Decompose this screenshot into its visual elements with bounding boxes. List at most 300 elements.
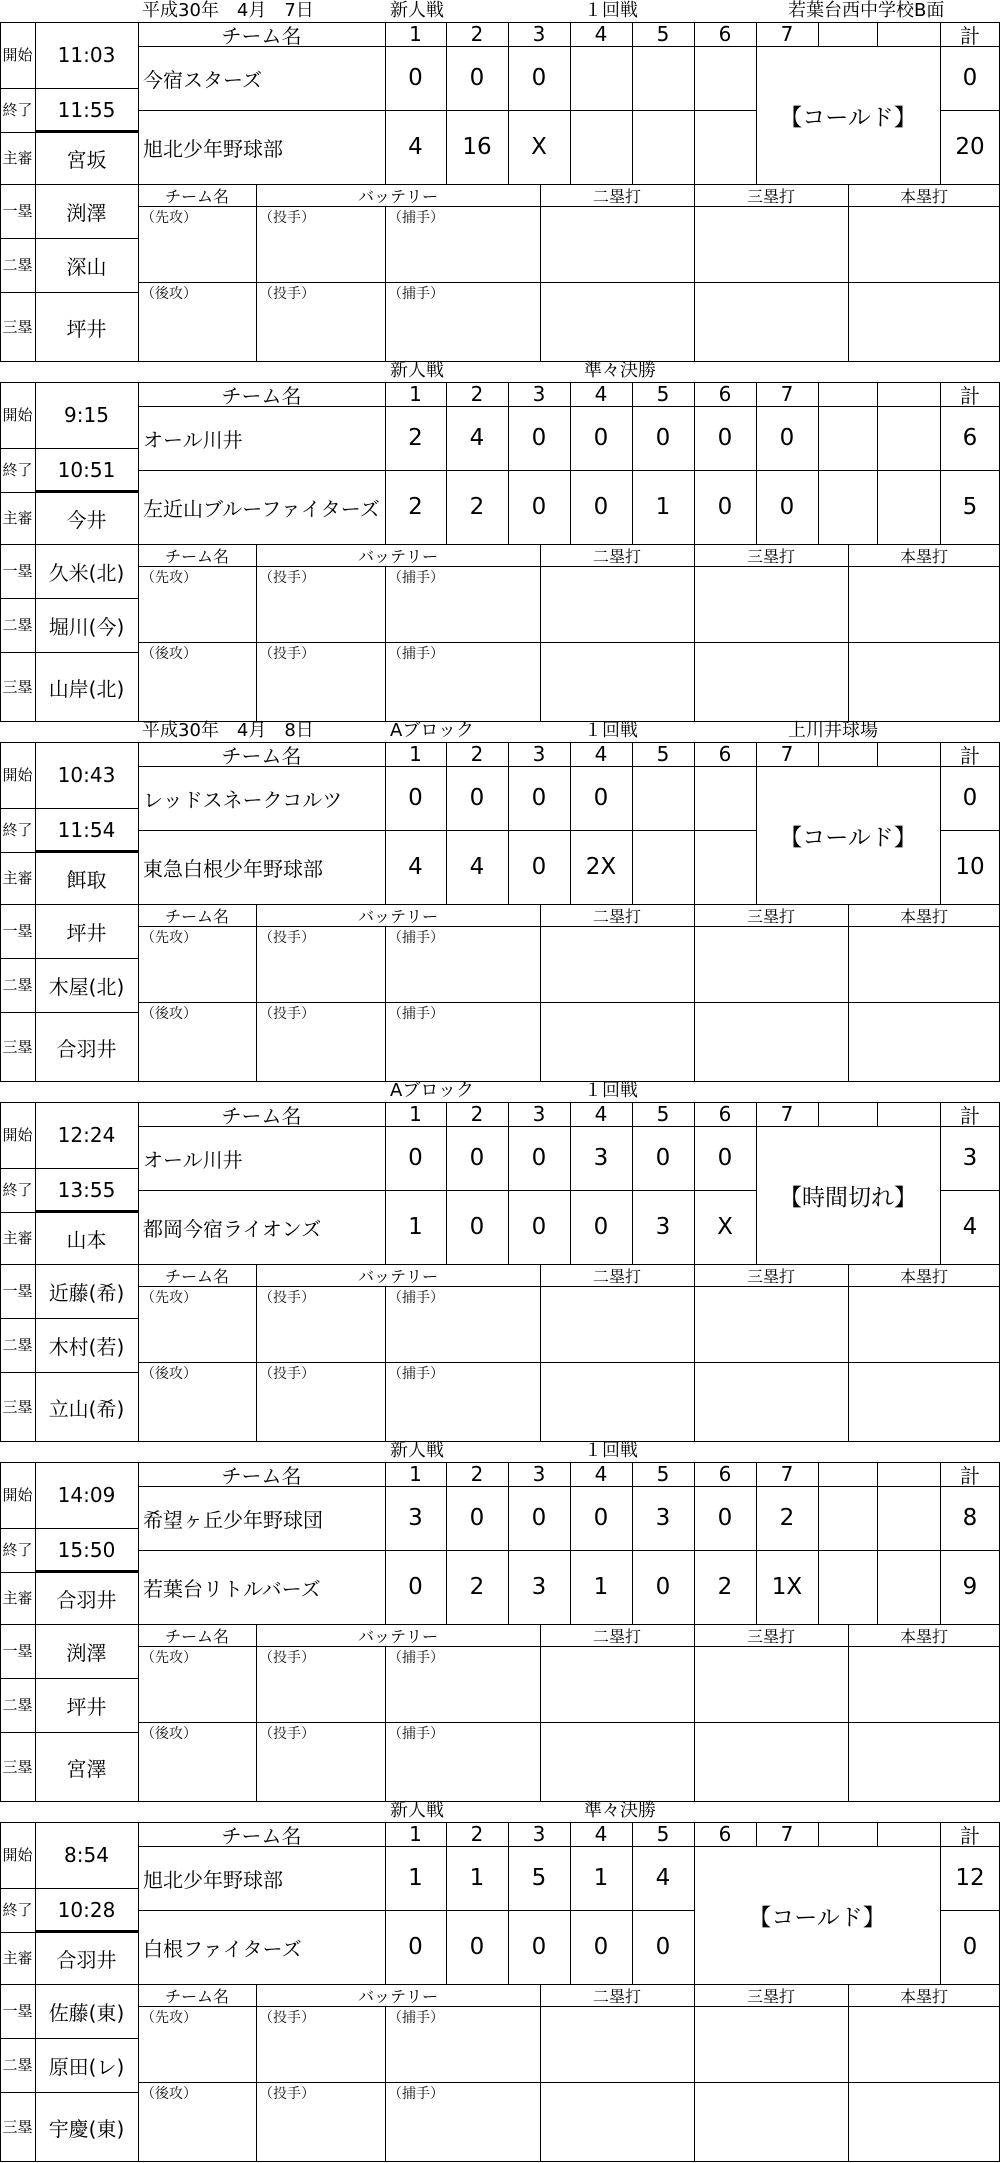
bottom-team-name: 都岡今宿ライオンズ — [143, 1216, 322, 1241]
top-inning-score: 0 — [469, 785, 485, 811]
battery-header: バッテリー — [357, 906, 438, 926]
top-total-score: 0 — [962, 65, 978, 91]
round-name: 準々決勝 — [584, 1800, 656, 1821]
team-name-header: チーム名 — [221, 23, 302, 46]
end-time: 11:54 — [57, 818, 116, 842]
top-team-name: レッドスネークコルツ — [143, 787, 343, 812]
top-inning-score: 0 — [717, 1505, 733, 1531]
top-inning-score: 0 — [717, 1145, 733, 1171]
doubles-header: 二塁打 — [592, 1986, 641, 2006]
total-header: 計 — [960, 1823, 980, 1846]
first-base-label: 一塁 — [2, 1641, 33, 1660]
catcher-label: （捕手） — [388, 1650, 444, 1666]
grid-line — [35, 1462, 36, 1802]
bottom-inning-score: 16 — [462, 134, 492, 160]
top-inning-score: 0 — [593, 425, 609, 451]
catcher-label: （捕手） — [388, 1006, 444, 1022]
start-time: 10:43 — [57, 763, 116, 787]
inning-header: 4 — [594, 382, 608, 406]
batting-order-label: （先攻） — [141, 2010, 197, 2026]
first-base-label: 一塁 — [2, 2001, 33, 2020]
end-time: 10:28 — [57, 1898, 116, 1922]
catcher-label: （捕手） — [388, 930, 444, 946]
stats-team-header: チーム名 — [164, 1266, 229, 1286]
grid-line — [35, 1822, 36, 2162]
doubles-header: 二塁打 — [592, 1626, 641, 1646]
bottom-inning-score: 1X — [771, 1574, 803, 1600]
top-inning-score: 0 — [469, 65, 485, 91]
triples-header: 三塁打 — [746, 1986, 795, 2006]
catcher-label: （捕手） — [388, 1726, 444, 1742]
game-result-note: 【時間切れ】 — [779, 1184, 917, 1211]
umpire-label: 主審 — [2, 1228, 33, 1247]
inning-header: 2 — [470, 1822, 484, 1846]
table-frame — [0, 1102, 1000, 1442]
venue-name: 上川井球場 — [788, 720, 878, 741]
base-umpire: 木屋(北) — [48, 974, 125, 999]
grid-line — [138, 1822, 139, 2162]
top-total-score: 0 — [962, 785, 978, 811]
third-base-label: 三塁 — [2, 1757, 33, 1776]
bottom-inning-score: 2 — [717, 1574, 733, 1600]
inning-header: 5 — [656, 1462, 670, 1486]
batting-order-label: （後攻） — [141, 286, 197, 302]
triples-header: 三塁打 — [746, 1626, 795, 1646]
game-sheet — [0, 1080, 1000, 1440]
game-sheet — [0, 1440, 1000, 1800]
top-total-score: 8 — [962, 1505, 978, 1531]
inning-header: 7 — [780, 382, 794, 406]
base-umpire: 坪井 — [66, 316, 107, 341]
pitcher-label: （投手） — [259, 1726, 315, 1742]
inning-header: 4 — [594, 742, 608, 766]
bottom-total-score: 10 — [955, 854, 985, 880]
bottom-inning-score: X — [531, 134, 547, 160]
bottom-inning-score: 0 — [531, 854, 547, 880]
game-header — [0, 1080, 1000, 1102]
first-base-label: 一塁 — [2, 201, 33, 220]
top-inning-score: 3 — [593, 1145, 609, 1171]
top-inning-score: 4 — [469, 425, 485, 451]
homeruns-header: 本塁打 — [899, 906, 948, 926]
inning-header: 1 — [409, 382, 422, 406]
inning-header: 2 — [470, 22, 484, 46]
pitcher-label: （投手） — [259, 286, 315, 302]
battery-header: バッテリー — [357, 546, 438, 566]
pitcher-label: （投手） — [259, 1650, 315, 1666]
division-name: Aブロック — [390, 720, 474, 741]
bottom-total-score: 4 — [962, 1214, 978, 1240]
start-label: 開始 — [2, 1485, 33, 1504]
total-header: 計 — [960, 743, 980, 766]
table-frame — [0, 1822, 1000, 2162]
division-name: 新人戦 — [390, 360, 444, 381]
top-team-name: 今宿スターズ — [143, 67, 262, 92]
inning-header: 6 — [718, 1822, 732, 1846]
top-inning-score: 0 — [531, 1505, 547, 1531]
plate-umpire: 宮坂 — [66, 147, 107, 172]
grid-line — [138, 22, 139, 362]
table-frame — [0, 22, 1000, 362]
bottom-total-score: 5 — [962, 494, 978, 520]
pitcher-label: （投手） — [259, 2086, 315, 2102]
inning-header: 4 — [594, 22, 608, 46]
inning-header: 7 — [780, 22, 794, 46]
bottom-team-name: 左近山ブルーファイターズ — [143, 496, 380, 521]
top-team-name: オール川井 — [143, 1147, 243, 1172]
stats-team-header: チーム名 — [164, 546, 229, 566]
inning-header: 3 — [532, 382, 546, 406]
inning-header: 5 — [656, 1102, 670, 1126]
third-base-label: 三塁 — [2, 2117, 33, 2136]
second-base-label: 二塁 — [2, 615, 33, 634]
base-umpire: 合羽井 — [56, 1036, 117, 1061]
bottom-inning-score: 4 — [408, 134, 423, 160]
score-table — [0, 1462, 1000, 1802]
pitcher-label: （投手） — [259, 570, 315, 586]
bottom-inning-score: 0 — [408, 1574, 423, 1600]
batting-order-label: （後攻） — [141, 1006, 197, 1022]
battery-header: バッテリー — [357, 1626, 438, 1646]
bottom-team-name: 東急白根少年野球部 — [143, 856, 323, 881]
top-inning-score: 0 — [717, 425, 733, 451]
bottom-inning-score: 0 — [779, 494, 795, 520]
table-frame — [0, 382, 1000, 722]
bottom-inning-score: 0 — [593, 1934, 609, 1960]
division-name: 新人戦 — [390, 1440, 444, 1461]
third-base-label: 三塁 — [2, 1397, 33, 1416]
stats-team-header: チーム名 — [164, 906, 229, 926]
bottom-team-name: 旭北少年野球部 — [143, 136, 283, 161]
inning-header: 6 — [718, 382, 732, 406]
base-umpire: 坪井 — [66, 1694, 107, 1719]
start-time: 11:03 — [57, 43, 116, 67]
pitcher-label: （投手） — [259, 1290, 315, 1306]
inning-header: 5 — [656, 22, 670, 46]
top-team-name: オール川井 — [143, 427, 243, 452]
umpire-label: 主審 — [2, 1948, 33, 1967]
top-inning-score: 2 — [408, 425, 423, 451]
grid-line — [138, 1102, 139, 1442]
batting-order-label: （先攻） — [141, 210, 197, 226]
top-team-name: 希望ヶ丘少年野球団 — [143, 1507, 323, 1532]
bottom-inning-score: 0 — [655, 1934, 671, 1960]
stats-team-header: チーム名 — [164, 186, 229, 206]
catcher-label: （捕手） — [388, 210, 444, 226]
batting-order-label: （先攻） — [141, 1650, 197, 1666]
round-name: １回戦 — [584, 0, 638, 21]
table-frame — [0, 1462, 1000, 1802]
battery-header: バッテリー — [357, 1986, 438, 2006]
start-label: 開始 — [2, 405, 33, 424]
homeruns-header: 本塁打 — [899, 546, 948, 566]
inning-header: 4 — [594, 1102, 608, 1126]
round-name: 準々決勝 — [584, 360, 656, 381]
plate-umpire: 合羽井 — [56, 1587, 117, 1612]
top-inning-score: 0 — [469, 1505, 485, 1531]
bottom-inning-score: 0 — [655, 1574, 671, 1600]
base-umpire: 木村(若) — [48, 1334, 125, 1359]
pitcher-label: （投手） — [259, 646, 315, 662]
game-header — [0, 0, 1000, 22]
homeruns-header: 本塁打 — [899, 1626, 948, 1646]
inning-header: 3 — [532, 742, 546, 766]
plate-umpire: 餌取 — [66, 867, 107, 892]
start-time: 9:15 — [64, 403, 109, 427]
bottom-total-score: 9 — [962, 1574, 978, 1600]
base-umpire: 宇慶(東) — [48, 2116, 125, 2141]
third-base-label: 三塁 — [2, 317, 33, 336]
top-inning-score: 0 — [408, 785, 423, 811]
bottom-inning-score: X — [717, 1214, 733, 1240]
batting-order-label: （先攻） — [141, 930, 197, 946]
base-umpire: 坪井 — [66, 920, 107, 945]
bottom-inning-score: 0 — [469, 1934, 485, 1960]
inning-header: 1 — [409, 1462, 422, 1486]
start-label: 開始 — [2, 45, 33, 64]
inning-header: 5 — [656, 382, 670, 406]
inning-header: 2 — [470, 382, 484, 406]
game-header — [0, 720, 1000, 742]
total-header: 計 — [960, 1103, 980, 1126]
top-inning-score: 0 — [531, 1145, 547, 1171]
top-inning-score: 0 — [531, 425, 547, 451]
bottom-inning-score: 0 — [531, 1214, 547, 1240]
bottom-inning-score: 0 — [531, 494, 547, 520]
venue-name: 若葉台西中学校B面 — [788, 0, 945, 21]
bottom-inning-score: 0 — [469, 1214, 485, 1240]
bottom-inning-score: 2X — [585, 854, 617, 880]
inning-header: 2 — [470, 1102, 484, 1126]
bottom-inning-score: 0 — [717, 494, 733, 520]
top-inning-score: 0 — [593, 785, 609, 811]
bottom-inning-score: 2 — [469, 494, 485, 520]
triples-header: 三塁打 — [746, 1266, 795, 1286]
top-inning-score: 0 — [531, 785, 547, 811]
score-table — [0, 742, 1000, 1082]
inning-header: 6 — [718, 1462, 732, 1486]
bottom-total-score: 0 — [962, 1934, 978, 1960]
inning-header: 3 — [532, 1462, 546, 1486]
bottom-inning-score: 3 — [655, 1214, 671, 1240]
plate-umpire: 今井 — [66, 507, 107, 532]
top-inning-score: 0 — [408, 1145, 423, 1171]
pitcher-label: （投手） — [259, 1006, 315, 1022]
top-total-score: 6 — [962, 425, 978, 451]
doubles-header: 二塁打 — [592, 1266, 641, 1286]
base-umpire: 立山(希) — [48, 1396, 125, 1421]
plate-umpire: 合羽井 — [56, 1947, 117, 1972]
game-sheet — [0, 1800, 1000, 2160]
batting-order-label: （後攻） — [141, 2086, 197, 2102]
bottom-inning-score: 1 — [408, 1214, 423, 1240]
top-inning-score: 1 — [469, 1865, 485, 1891]
bottom-inning-score: 0 — [531, 1934, 547, 1960]
battery-header: バッテリー — [357, 1266, 438, 1286]
bottom-inning-score: 4 — [408, 854, 423, 880]
doubles-header: 二塁打 — [592, 906, 641, 926]
base-umpire: 渕澤 — [66, 1640, 107, 1665]
inning-header: 7 — [780, 742, 794, 766]
top-inning-score: 0 — [469, 1145, 485, 1171]
top-inning-score: 0 — [531, 65, 547, 91]
umpire-label: 主審 — [2, 868, 33, 887]
inning-header: 1 — [409, 22, 422, 46]
third-base-label: 三塁 — [2, 677, 33, 696]
game-date: 平成30年 4月 8日 — [142, 720, 314, 741]
catcher-label: （捕手） — [388, 646, 444, 662]
inning-header: 4 — [594, 1462, 608, 1486]
second-base-label: 二塁 — [2, 1335, 33, 1354]
bottom-team-name: 若葉台リトルバーズ — [143, 1576, 321, 1601]
grid-line — [138, 1462, 139, 1802]
end-label: 終了 — [2, 820, 33, 839]
base-umpire: 渕澤 — [66, 200, 107, 225]
base-umpire: 久米(北) — [48, 560, 125, 585]
grid-line — [35, 1102, 36, 1442]
triples-header: 三塁打 — [746, 186, 795, 206]
pitcher-label: （投手） — [259, 930, 315, 946]
bottom-inning-score: 4 — [469, 854, 485, 880]
batting-order-label: （先攻） — [141, 570, 197, 586]
division-name: 新人戦 — [390, 1800, 444, 1821]
score-table — [0, 22, 1000, 362]
end-time: 15:50 — [57, 1538, 116, 1562]
end-time: 13:55 — [57, 1178, 116, 1202]
total-header: 計 — [960, 23, 980, 46]
table-frame — [0, 742, 1000, 1082]
top-inning-score: 0 — [593, 1505, 609, 1531]
game-result-note: 【コールド】 — [748, 1904, 886, 1931]
grid-line — [35, 382, 36, 722]
catcher-label: （捕手） — [388, 2010, 444, 2026]
top-inning-score: 3 — [655, 1505, 671, 1531]
inning-header: 1 — [409, 742, 422, 766]
batting-order-label: （先攻） — [141, 1290, 197, 1306]
inning-header: 7 — [780, 1822, 794, 1846]
top-team-name: 旭北少年野球部 — [143, 1867, 283, 1892]
game-result-note: 【コールド】 — [779, 824, 917, 851]
total-header: 計 — [960, 383, 980, 406]
team-name-header: チーム名 — [221, 743, 302, 766]
base-umpire: 佐藤(東) — [48, 2000, 125, 2025]
bottom-inning-score: 0 — [593, 494, 609, 520]
inning-header: 5 — [656, 742, 670, 766]
game-sheet — [0, 360, 1000, 720]
score-table — [0, 382, 1000, 722]
team-name-header: チーム名 — [221, 1103, 302, 1126]
round-name: １回戦 — [584, 1440, 638, 1461]
top-inning-score: 0 — [779, 425, 795, 451]
pitcher-label: （投手） — [259, 2010, 315, 2026]
third-base-label: 三塁 — [2, 1037, 33, 1056]
total-header: 計 — [960, 1463, 980, 1486]
catcher-label: （捕手） — [388, 1290, 444, 1306]
catcher-label: （捕手） — [388, 1366, 444, 1382]
batting-order-label: （後攻） — [141, 1726, 197, 1742]
game-header — [0, 1800, 1000, 1822]
first-base-label: 一塁 — [2, 921, 33, 940]
stats-team-header: チーム名 — [164, 1626, 229, 1646]
top-inning-score: 4 — [655, 1865, 671, 1891]
start-time: 12:24 — [57, 1123, 116, 1147]
top-inning-score: 2 — [779, 1505, 795, 1531]
base-umpire: 原田(レ) — [48, 2054, 125, 2079]
round-name: １回戦 — [584, 1080, 638, 1101]
bottom-inning-score: 2 — [469, 1574, 485, 1600]
end-time: 10:51 — [57, 458, 116, 482]
umpire-label: 主審 — [2, 1588, 33, 1607]
end-label: 終了 — [2, 1900, 33, 1919]
top-inning-score: 5 — [531, 1865, 547, 1891]
bottom-inning-score: 2 — [408, 494, 423, 520]
end-time: 11:55 — [57, 98, 116, 122]
pitcher-label: （投手） — [259, 210, 315, 226]
homeruns-header: 本塁打 — [899, 1266, 948, 1286]
game-header — [0, 360, 1000, 382]
top-inning-score: 0 — [655, 425, 671, 451]
inning-header: 3 — [532, 1822, 546, 1846]
plate-umpire: 山本 — [66, 1227, 107, 1252]
doubles-header: 二塁打 — [592, 186, 641, 206]
inning-header: 5 — [656, 1822, 670, 1846]
grid-line — [35, 742, 36, 1082]
bottom-team-name: 白根ファイターズ — [143, 1936, 302, 1961]
bottom-inning-score: 0 — [408, 1934, 423, 1960]
inning-header: 6 — [718, 22, 732, 46]
doubles-header: 二塁打 — [592, 546, 641, 566]
bottom-inning-score: 1 — [655, 494, 671, 520]
base-umpire: 近藤(希) — [48, 1280, 125, 1305]
top-total-score: 12 — [955, 1865, 985, 1891]
start-time: 8:54 — [64, 1843, 109, 1867]
second-base-label: 二塁 — [2, 255, 33, 274]
top-inning-score: 1 — [593, 1865, 609, 1891]
base-umpire: 山岸(北) — [48, 676, 125, 701]
inning-header: 2 — [470, 742, 484, 766]
umpire-label: 主審 — [2, 508, 33, 527]
inning-header: 6 — [718, 1102, 732, 1126]
score-table — [0, 1102, 1000, 1442]
catcher-label: （捕手） — [388, 286, 444, 302]
round-name: １回戦 — [584, 720, 638, 741]
end-label: 終了 — [2, 100, 33, 119]
grid-line — [138, 742, 139, 1082]
batting-order-label: （後攻） — [141, 646, 197, 662]
team-name-header: チーム名 — [221, 383, 302, 406]
top-inning-score: 1 — [408, 1865, 423, 1891]
inning-header: 1 — [409, 1102, 422, 1126]
start-time: 14:09 — [57, 1483, 116, 1507]
start-label: 開始 — [2, 1125, 33, 1144]
inning-header: 7 — [780, 1102, 794, 1126]
batting-order-label: （後攻） — [141, 1366, 197, 1382]
bottom-inning-score: 3 — [531, 1574, 547, 1600]
first-base-label: 一塁 — [2, 1281, 33, 1300]
end-label: 終了 — [2, 1540, 33, 1559]
grid-line — [138, 382, 139, 722]
inning-header: 3 — [532, 22, 546, 46]
umpire-label: 主審 — [2, 148, 33, 167]
homeruns-header: 本塁打 — [899, 186, 948, 206]
inning-header: 4 — [594, 1822, 608, 1846]
base-umpire: 堀川(今) — [48, 614, 125, 639]
end-label: 終了 — [2, 1180, 33, 1199]
game-sheet — [0, 720, 1000, 1080]
second-base-label: 二塁 — [2, 1695, 33, 1714]
catcher-label: （捕手） — [388, 2086, 444, 2102]
score-table — [0, 1822, 1000, 2162]
